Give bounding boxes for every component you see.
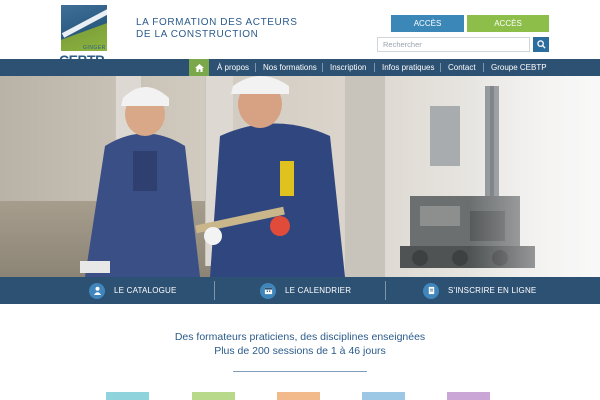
- nav-item-inscription[interactable]: Inscription: [330, 63, 367, 72]
- document-icon: [423, 283, 439, 299]
- nav-item-contact[interactable]: Contact: [448, 63, 476, 72]
- nav-divider: [440, 63, 441, 72]
- nav-item-infos-pratiques[interactable]: Infos pratiques: [382, 63, 435, 72]
- site-tagline: [136, 17, 336, 41]
- user-icon: [89, 283, 105, 299]
- nav-divider: [255, 63, 256, 72]
- tagline-line-1: LA FORMATION DES ACTEURS: [136, 17, 298, 28]
- logo-top-text: GINGER: [83, 45, 106, 51]
- main-nav: [0, 59, 600, 76]
- hero-image: [0, 76, 600, 277]
- nav-item-a-propos[interactable]: À propos: [217, 63, 250, 72]
- quicklink-inscrire-label: S'INSCRIRE EN LIGNE: [448, 286, 537, 295]
- category-tile-4[interactable]: [362, 392, 405, 400]
- quicklink-calendrier[interactable]: [260, 277, 351, 304]
- nav-divider: [483, 63, 484, 72]
- nav-divider: [374, 63, 375, 72]
- calendar-icon: [260, 283, 276, 299]
- quicklink-divider: [385, 281, 386, 300]
- acces-stagiaire-button[interactable]: ACCÈS: [391, 15, 464, 32]
- intro-divider: [233, 371, 367, 372]
- search-icon: [537, 40, 546, 49]
- tagline-line-2: DE LA CONSTRUCTION: [136, 29, 259, 40]
- search-input[interactable]: [377, 37, 530, 52]
- quicklink-divider: [214, 281, 215, 300]
- intro-text: [150, 330, 450, 358]
- category-tile-2[interactable]: [192, 392, 235, 400]
- nav-divider: [322, 63, 323, 72]
- quicklink-inscrire[interactable]: [423, 277, 536, 304]
- category-tile-3[interactable]: [277, 392, 320, 400]
- hero-fade: [470, 76, 600, 277]
- home-icon: [195, 64, 204, 72]
- quicklinks-bar: [0, 277, 600, 304]
- worker-right-illustration: [195, 76, 355, 277]
- search-button[interactable]: [533, 37, 549, 52]
- quicklink-catalogue-label: LE CATALOGUE: [114, 286, 177, 295]
- category-tile-1[interactable]: [106, 392, 149, 400]
- intro-line-1: Des formateurs praticiens, des disciplines enseignées: [174, 331, 426, 343]
- nav-home-button[interactable]: [189, 59, 209, 76]
- quicklink-calendrier-label: LE CALENDRIER: [285, 286, 352, 295]
- intro-line-2: Plus de 200 sessions de 1 à 46 jours: [214, 345, 386, 357]
- acces-formateur-button[interactable]: ACCÈS: [467, 15, 549, 32]
- nav-item-groupe-cebtp[interactable]: Groupe CEBTP: [491, 63, 547, 72]
- category-tile-5[interactable]: [447, 392, 490, 400]
- quicklink-catalogue[interactable]: [89, 277, 177, 304]
- nav-item-nos-formations[interactable]: Nos formations: [263, 63, 317, 72]
